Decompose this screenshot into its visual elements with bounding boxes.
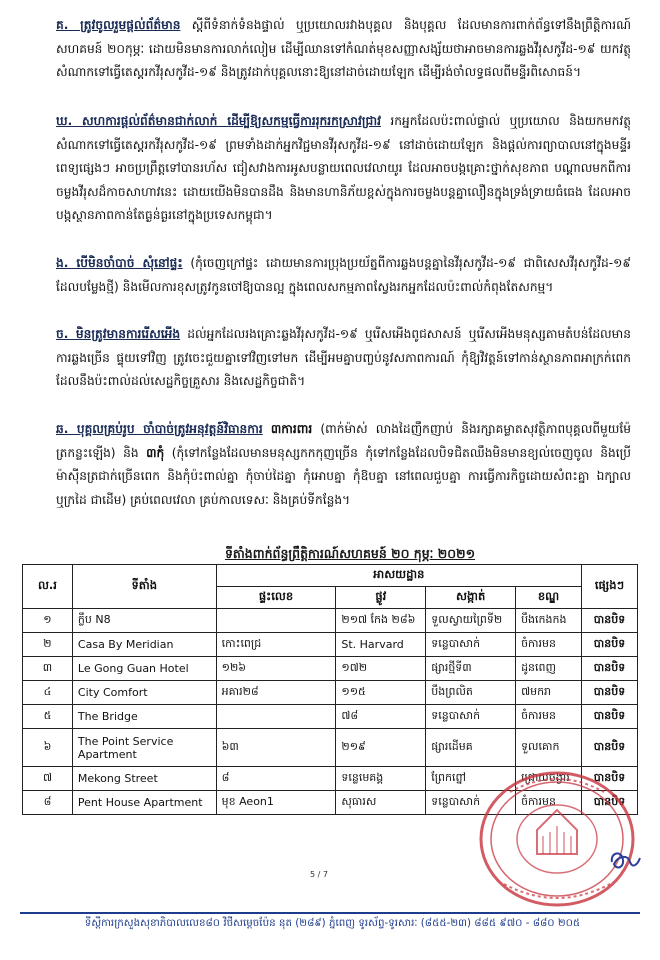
cell-status: បានបិទ [582,681,638,705]
header-address: អាសយដ្ឋាន [216,565,581,587]
cell-sangkat: ព្រែកព្នៅ [426,767,516,791]
cell-khan: ទួលគោក [516,729,582,767]
cell-place: The Point Service Apartment [72,729,216,767]
cell-street: ១១៥ [336,681,426,705]
cell-house [216,705,336,729]
cell-no: ៣ [23,657,73,681]
paragraph-heading: គ. ត្រូវចូលរួមផ្តល់ព័ត៌មាន [56,18,181,32]
cell-no: ៤ [23,681,73,705]
table-row [23,681,638,705]
cell-no: ១ [23,609,73,633]
cell-house: ៦៣ [216,729,336,767]
paragraph-ngo [56,252,631,299]
cell-no: ៥ [23,705,73,729]
cell-sangkat: បឹងព្រលិត [426,681,516,705]
header-street: ផ្លូវ [336,587,426,609]
cell-house [216,609,336,633]
cell-street: ៧៨ [336,705,426,729]
cell-khan: ចំការមន [516,705,582,729]
table-row [23,729,638,767]
cell-sangkat: ផ្សារថ្មីទី៣ [426,657,516,681]
header-place: ទីតាំង [72,565,216,609]
cell-street: ២១៧ កែង ២៨៦ [336,609,426,633]
table-row [23,633,638,657]
paragraph-gho [56,110,631,228]
cell-no: ៨ [23,791,73,815]
official-stamp-icon [478,770,636,908]
cell-status: បានបិទ [582,791,638,815]
paragraph-heading: ង. បើមិនចាំបាច់ សុំនៅផ្ទះ [56,256,183,270]
cell-place: The Bridge [72,705,216,729]
signature-icon [606,848,648,872]
cell-status: បានបិទ [582,657,638,681]
cell-khan: ដូនពេញ [516,657,582,681]
cell-place: Mekong Street [72,767,216,791]
header-house: ផ្ទះលេខ [216,587,336,609]
cell-street: សុធារស [336,791,426,815]
cell-place: Casa By Meridian [72,633,216,657]
paragraph-cho [56,323,631,394]
paragraph-heading: ច. មិនត្រូវមានការរើសអើង [56,327,181,341]
cell-no: ២ [23,633,73,657]
table-row [23,657,638,681]
cell-house: កោះពេជ្រ [216,633,336,657]
cell-sangkat: ទន្លេបាសាក់ [426,705,516,729]
cell-house: ១២៦ [216,657,336,681]
footer-divider [20,912,640,914]
header-sangkat: សង្កាត់ [426,587,516,609]
cell-khan: ជ្រោយចង្វារ [516,767,582,791]
table-row [23,609,638,633]
cell-house: អគារ២៨ [216,681,336,705]
cell-status: បានបិទ [582,609,638,633]
table-row [23,705,638,729]
cell-status: បានបិទ [582,705,638,729]
paragraph-body: រកអ្នកដែលប៉ះពាល់ផ្ទាល់ ឬប្រយោល និងយកមកវត្ថុសំណាកទៅធ្វើតេស្តរកវីរុសកូវីដ-១៩ ព្រមទាំងដាក់អ្នកវិជ្ជមានវីរុសកូវីដ-១៩ នៅដាច់ដោយឡែក និងផ្តល់ការព្យាបាលនៅក្នុងមន្ទីរពេទ្យផ្សេងៗ អាចប្រព្រឹត្តទៅបានរហ័ស ជៀសវាងការអូសបន្លាយពេលវេលាយូរ ដែលអាចបង្កគ្រោះថ្នាក់សុខភាព បណ្តាលមកពីការចម្លងវីរុសដ៏កាចសាហាវនេះ ដោយយើងមិនបានដឹង និងមានហានិភ័យខ្ពស់ក្នុងការចម្លងបន្តគ្នាលឿនក្នុងទ្រង់ទ្រាយធំធេង ដែលអាចបង្កស្ថានភាពកាន់តែធ្ងន់ធ្ងរនៅក្នុងប្រទេសកម្ពុជា។ [56,114,631,223]
footer-address: ទីស្តីការក្រសួងសុខាភិបាលលេខ៨០ វិថីសម្តេចប៉ែន នុត (២៨៩) ភ្នំពេញ ទូរស័ព្ទ-ទូរសារៈ (៨៥៥-២៣) ៨៨៥ ៩៧០ - ៨៨០ ២០៥ [84,917,581,929]
three-donts: ៣កុំ [146,445,165,460]
cell-khan: បឹងកេងកង [516,609,582,633]
paragraph-body: (កុំទៅកន្លែងដែលមានមនុស្សកកកុញច្រើន កុំទៅកន្លែងដែលបិទជិតឈឹងមិនមានខ្យល់ចេញចូល និងប្រើម៉ាស៊ីនត្រជាក់ច្រើនពេក និងកុំប៉ះពាល់គ្នា កុំចាប់ដៃគ្នា កុំអោបគ្នា កុំឱបគ្នា នៅពេលជួបគ្នា ការធ្វើការកិច្ចដោយសំពះគ្នា ឯក្បាល ឬក្រដៃ ជាដើម) គ្រប់ពេលវេលា គ្រប់កាលទេសៈ និងគ្រប់ទីកន្លែង។ [56,445,631,507]
cell-house: មុខ Aeon1 [216,791,336,815]
header-no: ល.រ [23,565,73,609]
cell-place: Pent House Apartment [72,791,216,815]
cell-sangkat: ទន្លេបាសាក់ [426,791,516,815]
paragraph-body: (កុំចេញក្រៅផ្ទះ ដោយមានការប្រុងប្រយ័ត្នពីការឆ្លងបន្តគ្នានៃវីរុសកូវីដ-១៩ ជាពិសេសវីរុសកូវីដ-១៩ ដែលបម្លែងថ្មី) និងមើលការខុសត្រូវកូនចៅឱ្យបានល្អ ក្នុងពេលសកម្មភាពស្វែងរកអ្នកដែលប៉ះពាល់កំពុងតែសកម្ម។ [56,256,632,294]
cell-no: ៦ [23,729,73,767]
paragraph-body-mid: (ពាក់ម៉ាស់ លាងដៃញឹកញាប់ និងរក្សាគម្លាតសុវត្ថិភាពបុគ្គលពីមួយម៉ែត្រកន្លះឡើង) និង [56,422,632,460]
cell-sangkat: ទួលស្វាយព្រៃទី២ [426,609,516,633]
cell-street: ទន្លេមេគង្គ [336,767,426,791]
cell-khan: ចំការមន [516,633,582,657]
paragraph-body: ស្តីពីទំនាក់ទំនងផ្ទាល់ ឬប្រយោលរវាងបុគ្គល និងបុគ្គល ដែលមានការពាក់ព័ន្ធទៅនឹងព្រឹត្តិការណ៍សហគមន៍ ២០កុម្ភៈ ដោយមិនមានការលាក់លៀម ដើម្បីឈានទៅកំណត់មុខសញ្ញាសង្ស័យថាអាចមានការឆ្លងវីរុសកូវីដ-១៩ យកវត្ថុសំណាកទៅធ្វើតេស្តរកវីរុសកូវីដ-១៩ និងត្រូវដាក់បុគ្គលនោះឱ្យនៅដាច់ដោយឡែក ដើម្បីរង់ចាំលទ្ធផលពីមន្ទីរពិសោធន៍។ [56,18,631,80]
cell-street: ២១៩ [336,729,426,767]
cell-sangkat: ផ្សារដើមគ [426,729,516,767]
paragraph-heading: ឆ. បុគ្គលគ្រប់រូប ចាំបាច់ត្រូវអនុវត្តន៍វិធានការ [56,422,263,436]
cell-no: ៧ [23,767,73,791]
cell-house: ៨ [216,767,336,791]
cell-khan: ៧មករា [516,681,582,705]
paragraph-ko [56,14,631,85]
cell-status: បានបិទ [582,633,638,657]
cell-status: បានបិទ [582,767,638,791]
cell-street: St. Harvard [336,633,426,657]
cell-place: ក្លឹប N8 [72,609,216,633]
cell-street: ១៧២ [336,657,426,681]
paragraph-heading: ឃ. សហការផ្តល់ព័ត៌មានជាក់លាក់ ដើម្បីឱ្យសកម្មធ្វើការរុករកស្រាវជ្រាវ [56,114,381,128]
cell-place: Le Gong Guan Hotel [72,657,216,681]
cell-khan: ចំការមន [516,791,582,815]
table-title: ទីតាំងពាក់ព័ន្ធព្រឹត្តិការណ៍សហគមន៍ ២០ កុម្ភៈ ២០២១ [224,546,476,561]
header-khan: ខណ្ឌ [516,587,582,609]
paragraph-chho [56,418,631,512]
three-protections: ៣ការពារ [270,422,313,436]
cell-status: បានបិទ [582,729,638,767]
cell-sangkat: ទន្លេបាសាក់ [426,633,516,657]
header-status: ផ្សេងៗ [582,565,638,609]
paragraph-body: ដល់អ្នកដែលរងគ្រោះឆ្លងវីរុសកូវីដ-១៩ ឬរើសអើងពូជសាសន៍ ឬរើសអើងមនុស្សតាមតំបន់ដែលមានការឆ្លងច្រើន ផ្ទុយទៅវិញ ត្រូវចេះជួយគ្នាទៅវិញទៅមក ដើម្បីអមគ្នាបញ្ចប់នូវសភាពការណ៍ កុំឱ្យវិវត្តន៍ទៅកាន់ស្ថានភាពអាក្រក់ពេក ដែលនឹងប៉ះពាល់ដល់សេដ្ឋកិច្ចគ្រួសារ និងសេដ្ឋកិច្ចជាតិ។ [56,327,631,389]
page-number: 5 / 7 [310,870,328,879]
cell-place: City Comfort [72,681,216,705]
